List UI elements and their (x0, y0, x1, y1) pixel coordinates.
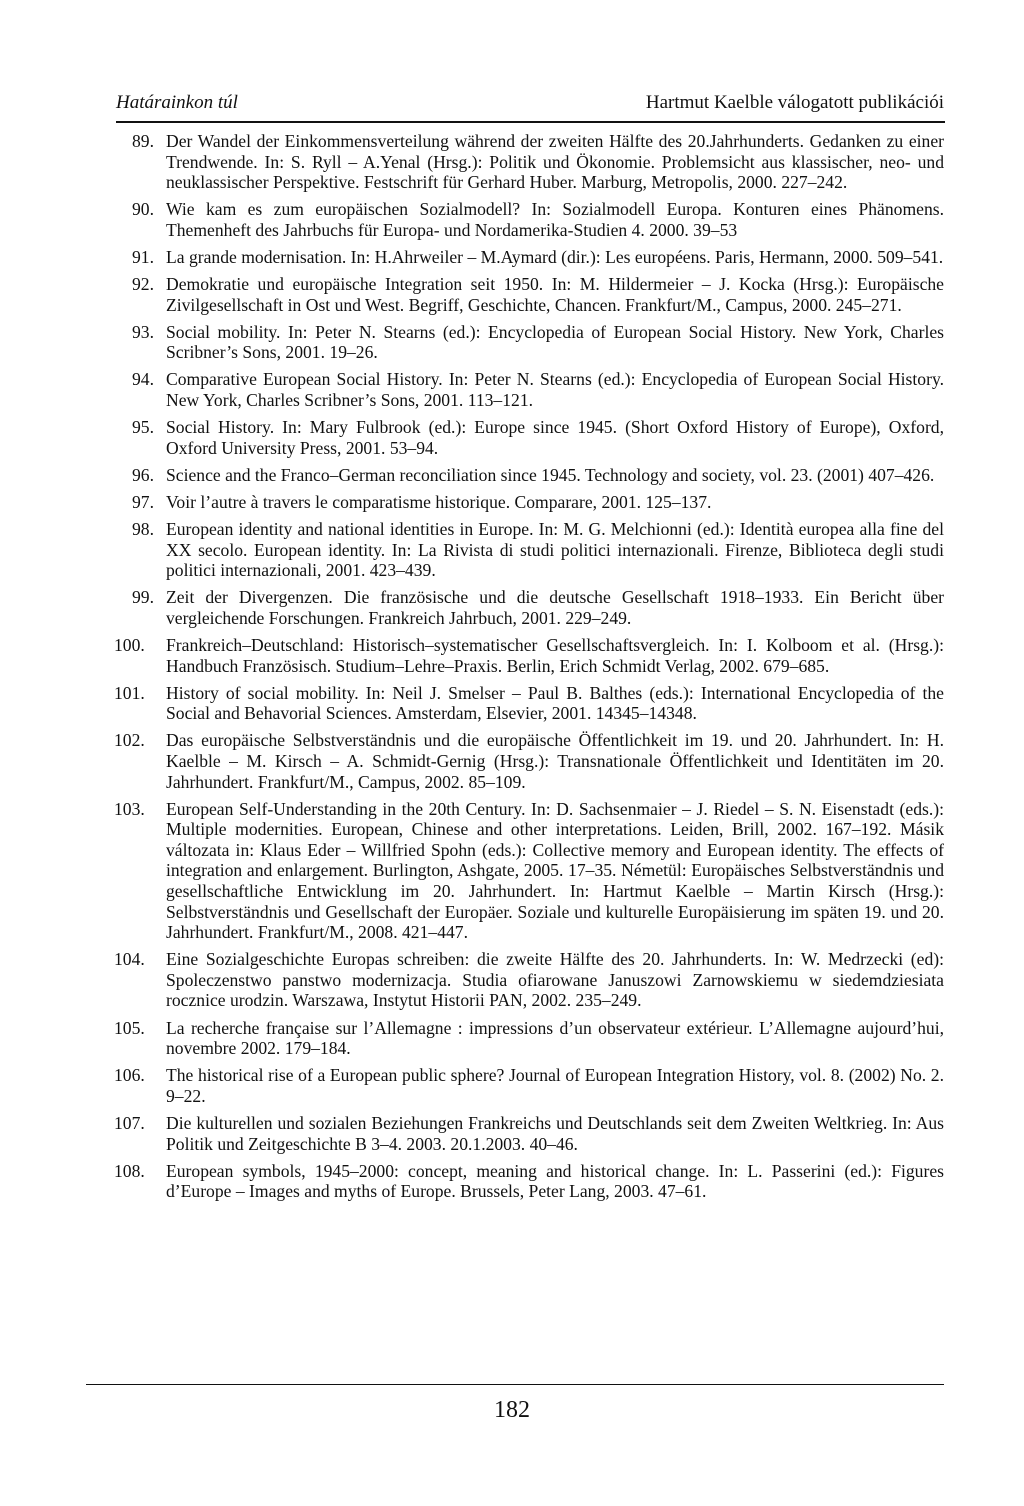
bibliography-entry (114, 1017, 944, 1059)
entry-text: Frankreich–Deutschland: Historisch–systematischer Gesellschaftsvergleich. In: I. Kolboom et al. (Hrsg.): Handbuch Französisch. Studium–Lehre–Praxis. Berlin, Erich Schmidt Verlag, 2002. 679–685. (166, 634, 944, 676)
page-number: 182 (494, 1397, 530, 1423)
entry-text: Social History. In: Mary Fulbrook (ed.): Europe since 1945. (Short Oxford History of Europe), Oxford, Oxford University Press, 2001. 53–94. (166, 417, 944, 458)
entry-text: European symbols, 1945–2000: concept, meaning and historical change. In: L. Passerini (ed.): Figures d’Europe – Images and myths of Europe. Brussels, Peter Lang, 2003. 47–61. (166, 1160, 944, 1202)
entry-text: Wie kam es zum europäischen Sozialmodell? In: Sozialmodell Europa. Konturen eines Phänomens. Themenheft des Jahrbuchs für Europa- und Nordamerika-Studien 4. 2000. 39–53 (166, 199, 944, 240)
entry-number: 94. (132, 369, 154, 390)
entry-text: Science and the Franco–German reconciliation since 1945. Technology and society, vol. 23. (2001) 407–426. (166, 464, 935, 485)
entry-number: 106. (114, 1065, 145, 1086)
entry-text: Die kulturellen und sozialen Beziehungen Frankreichs und Deutschlands seit dem Zweiten Weltkrieg. In: Aus Politik und Zeitgeschichte B 3–4. 2003. 20.1.2003. 40–46. (166, 1112, 944, 1154)
entry-number: 103. (114, 798, 145, 819)
bibliography-entry (114, 1160, 944, 1202)
entry-text: Eine Sozialgeschichte Europas schreiben: die zweite Hälfte des 20. Jahrhunderts. In: W. Medrzecki (ed): Spoleczenstwo panstwo modernizacja. Studia ofiarowane Januszowi Zarnowskiemu w siedemdziesiata rocznice urodzin. Warszawa, Instytut Historii PAN, 2002. 235–249. (166, 949, 944, 1011)
entry-number: 90. (132, 199, 154, 220)
bibliography-entry (132, 417, 944, 458)
entry-number: 100. (114, 634, 145, 655)
entry-number: 104. (114, 949, 145, 970)
bibliography-entry (114, 730, 944, 792)
entry-number: 92. (132, 274, 154, 295)
entry-text: The historical rise of a European public sphere? Journal of European Integration History, vol. 8. (2002) No. 2. 9–22. (166, 1065, 944, 1106)
entry-text: European Self-Understanding in the 20th Century. In: D. Sachsenmaier – J. Riedel – S. N. Eisenstadt (eds.): Multiple modernities. European, Chinese and other interpretations. Leiden, Brill, 2002. 167–192. Másik változata in: Klaus Eder – Willfried Spohn (eds.): Collective memory and European identity. The effects of integration and enlargement. Burlington, Ashgate, 2005. 17–35. Németül: Europäisches Selbstverständnis und gesellschaftliche Entwicklung im 20. Jahrhundert. In: Hartmut Kaelble – Martin Kirsch (Hrsg.): Selbstverständnis und Gesellschaft der Europäer. Soziale und kulturelle Europäisierung im späten 19. und 20. Jahrhundert. Frankfurt/M., 2008. 421–447. (166, 798, 944, 943)
bibliography-entry (132, 492, 944, 513)
bibliography-entry (114, 949, 944, 1011)
bibliography-entry (132, 131, 944, 193)
entry-text: La grande modernisation. In: H.Ahrweiler – M.Aymard (dir.): Les européens. Paris, Hermann, 2000. 509–541. (166, 246, 944, 267)
entry-number: 98. (132, 519, 154, 539)
entry-number: 105. (114, 1017, 145, 1038)
bibliography-list (114, 131, 944, 1208)
bibliography-entry (114, 634, 944, 676)
header-left: Határainkon túl (116, 92, 238, 113)
bibliography-entry (132, 274, 944, 315)
entry-number: 95. (132, 417, 154, 438)
entry-number: 96. (132, 464, 154, 485)
header-right: Hartmut Kaelble válogatott publikációi (645, 92, 944, 113)
entry-number: 91. (132, 246, 154, 267)
bibliography-entry (114, 798, 944, 943)
bibliography-entry (132, 519, 944, 581)
bibliography-entry (132, 587, 944, 628)
entry-text: Social mobility. In: Peter N. Stearns (ed.): Encyclopedia of European Social History. New York, Charles Scribner’s Sons, 2001. 19–26. (166, 321, 944, 363)
entry-number: 102. (114, 730, 145, 751)
entry-text: Voir l’autre à travers le comparatisme historique. Comparare, 2001. 125–137. (166, 491, 712, 512)
entry-text: Comparative European Social History. In: Peter N. Stearns (ed.): Encyclopedia of European Social History. New York, Charles Scribner’s Sons, 2001. 113–121. (166, 369, 944, 411)
entry-number: 107. (114, 1112, 145, 1133)
entry-text: European identity and national identities in Europe. In: M. G. Melchionni (ed.): Identità europea alla fine del XX secolo. European identity. In: La Rivista di studi politici internazionali. Firenze, Biblioteca degli studi politici internazionali, 2001. 423–439. (166, 519, 944, 581)
entry-number: 89. (132, 131, 154, 151)
bibliography-entry (132, 247, 944, 268)
entry-text: Zeit der Divergenzen. Die französische und die deutsche Gesellschaft 1918–1933. Ein Bericht über vergleichende Forschungen. Frankreich Jahrbuch, 2001. 229–249. (166, 587, 944, 628)
entry-text: La recherche française sur l’Allemagne : impressions d’un observateur extérieur. L’Allemagne aujourd’hui, novembre 2002. 179–184. (166, 1017, 944, 1059)
entry-number: 101. (114, 682, 145, 703)
entry-text: History of social mobility. In: Neil J. Smelser – Paul B. Balthes (eds.): International Encyclopedia of the Social and Behavorial Sciences. Amsterdam, Elsevier, 2001. 14345–14348. (166, 682, 944, 724)
entry-number: 108. (114, 1160, 145, 1181)
entry-number: 97. (132, 491, 154, 512)
running-header (116, 92, 944, 120)
entry-number: 93. (132, 321, 154, 342)
footer-rule (86, 1384, 944, 1385)
header-rule (116, 121, 945, 123)
bibliography-entry (114, 1112, 944, 1154)
entry-text: Der Wandel der Einkommensverteilung während der zweiten Hälfte des 20.Jahrhunderts. Gedanken zu einer Trendwende. In: S. Ryll – A.Yenal (Hrsg.): Politik und Ökonomie. Problemsicht aus klassischer, neo- und neuklassischer Perspektive. Festschrift für Gerhard Huber. Marburg, Metropolis, 2000. 227–242. (166, 131, 944, 193)
entry-text: Demokratie und europäische Integration seit 1950. In: M. Hildermeier – J. Kocka (Hrsg.): Europäische Zivilgesellschaft in Ost und West. Begriff, Geschichte, Chancen. Frankfurt/M., Campus, 2000. 245–271. (166, 274, 944, 315)
bibliography-entry (114, 682, 944, 724)
bibliography-entry (132, 199, 944, 240)
bibliography-entry (114, 1065, 944, 1106)
bibliography-entry (132, 465, 944, 486)
bibliography-entry (132, 369, 944, 410)
entry-text: Das europäische Selbstverständnis und die europäische Öffentlichkeit im 19. und 20. Jahrhundert. In: H. Kaelble – M. Kirsch – A. Schmidt-Gernig (Hrsg.): Transnationale Öffentlichkeit und Identitäten im 20. Jahrhundert. Frankfurt/M., Campus, 2002. 85–109. (166, 730, 944, 792)
entry-number: 99. (132, 587, 154, 608)
bibliography-entry (132, 322, 944, 363)
